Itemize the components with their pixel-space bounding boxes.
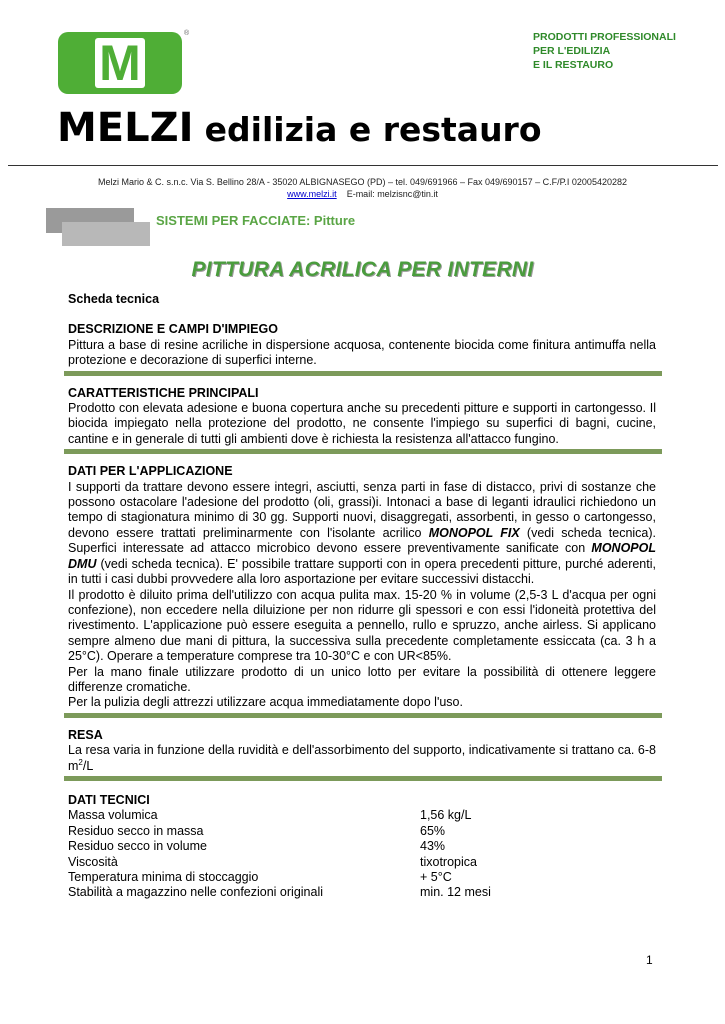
resa-heading: RESA <box>68 727 103 742</box>
brand-sub: edilizia e restauro <box>204 110 542 149</box>
applicazione-p1: I supporti da trattare devono essere integri, asciutti, senza parti in fase di distacco, privi di sostanze che possono ostacolare l'adesione del prodotto (oli, grassi)i. Intonaci a base di leganti idraulici richiedono un tempo di stagionatura minimo di 30 gg. Supporti nuovi, disaggregati, assorbenti, in gesso o cartongesso, devono essere trattati preliminarmente con l'isolante acrilico MONOPOL FIX (vedi scheda tecnica). Superfici interessate ad attacco microbico devono essere preventivamente sanificate con MONOPOL DMU (vedi scheda tecnica). E' possibile trattare supporti con in opera precedenti pitture, purché aderenti, in tutti i casi dubbi provvedere alla loro asportazione per evitare successivi distacchi. <box>68 479 657 587</box>
email-text: E-mail: melzisnc@tin.it <box>346 189 438 199</box>
table-row: Temperatura minima di stoccaggio + 5°C <box>68 869 452 884</box>
applicazione-p4: Per la pulizia degli attrezzi utilizzare acqua immediatamente dopo l'uso. <box>68 695 463 710</box>
tech-table <box>68 808 656 900</box>
product-monopol-fix: MONOPOL FIX <box>428 525 520 540</box>
applicazione-heading: DATI PER L'APPLICAZIONE <box>68 464 233 479</box>
applicazione-p3: Per la mano finale utilizzare prodotto di un unico lotto per evitare la possibilità di ottenere leggere differenze cromatiche. <box>68 664 656 694</box>
tagline-line-3: E IL RESTAURO <box>533 59 614 71</box>
section-divider <box>64 371 662 376</box>
company-logo <box>58 32 182 94</box>
product-monopol-dmu: MONOPOL DMU <box>68 541 656 571</box>
tagline <box>533 30 676 72</box>
document-title: PITTURA ACRILICA PER INTERNI <box>191 258 534 281</box>
table-row: Residuo secco in volume 43% <box>68 839 446 854</box>
section-badge-shadow <box>62 222 150 246</box>
section-divider <box>64 776 662 781</box>
company-address <box>0 176 725 200</box>
applicazione-p2: Il prodotto è diluito prima dell'utilizzo con acqua pulita max. 15-20 % in volume (2,5-3 L d'acqua per ogni confezione), non eccedere nella diluizione per non ridurre gli spessori e con essi l'idoneità protettiva del rivestimento. L'applicazione può essere eseguita a pennello, rullo e spruzzo, anche airless. Si applicano sempre almeno due mani di pittura, la successiva sulla precedente completamente essiccata (ca. 3 h a 25°C). Operare a temperature comprese tra 10-30°C e con UR<85%. <box>68 587 656 664</box>
resa-text: La resa varia in funzione della ruvidità e dell'assorbimento del supporto, indicativamente si trattano ca. 6-8 $m^2/L$ <box>68 743 656 773</box>
doc-type: Scheda tecnica <box>68 292 160 306</box>
tagline-line-2: PER L'EDILIZIA <box>533 45 611 57</box>
address-line: Melzi Mario & C. s.n.c. Via S. Bellino 28/A - 35020 ALBIGNASEGO (PD) – tel. 049/691966 – Fax 049/690157 – C.F/P.I 02005420282 <box>98 177 627 187</box>
descrizione-text: Pittura a base di resine acriliche in dispersione acquosa, contenente biocida come finitura antimuffa nella protezione e decorazione di superfici interne. <box>68 337 656 368</box>
tagline-line-1: PRODOTTI PROFESSIONALI <box>533 31 676 43</box>
document-body <box>68 292 656 901</box>
table-row: Stabilità a magazzino nelle confezioni originali min. 12 mesi <box>68 885 491 900</box>
descrizione-heading: DESCRIZIONE E CAMPI D'IMPIEGO <box>68 322 278 337</box>
registered-mark: ® <box>184 30 190 37</box>
table-row: Viscosità tixotropica <box>68 854 477 869</box>
page-number: 1 <box>646 953 653 967</box>
caratteristiche-text: Prodotto con elevata adesione e buona copertura anche su precedenti pitture e supporti in cartongesso. Il biocida impiegato nella protezione del prodotto, ne consente l'impiego su superfici di bagni, cucine, cantine e in generale di tutti gli ambienti dove è richiesta la resistenza all'attacco fungino. <box>68 401 656 446</box>
table-row: Massa volumica 1,56 kg/L <box>68 808 472 823</box>
logo-mark <box>58 32 182 94</box>
header-divider <box>8 165 718 166</box>
brand-main: MELZI <box>57 105 194 151</box>
section-divider <box>64 449 662 454</box>
brand-name <box>57 104 542 154</box>
contact-line <box>0 188 725 200</box>
section-divider <box>64 713 662 718</box>
caratteristiche-heading: CARATTERISTICHE PRINCIPALI <box>68 385 259 400</box>
table-row: Residuo secco in massa 65% <box>68 823 446 838</box>
logo-letter: M <box>95 38 145 88</box>
section-label: SISTEMI PER FACCIATE: Pitture <box>156 213 356 228</box>
tecnici-heading: DATI TECNICI <box>68 792 150 807</box>
website-link[interactable]: www.melzi.it <box>287 189 337 199</box>
